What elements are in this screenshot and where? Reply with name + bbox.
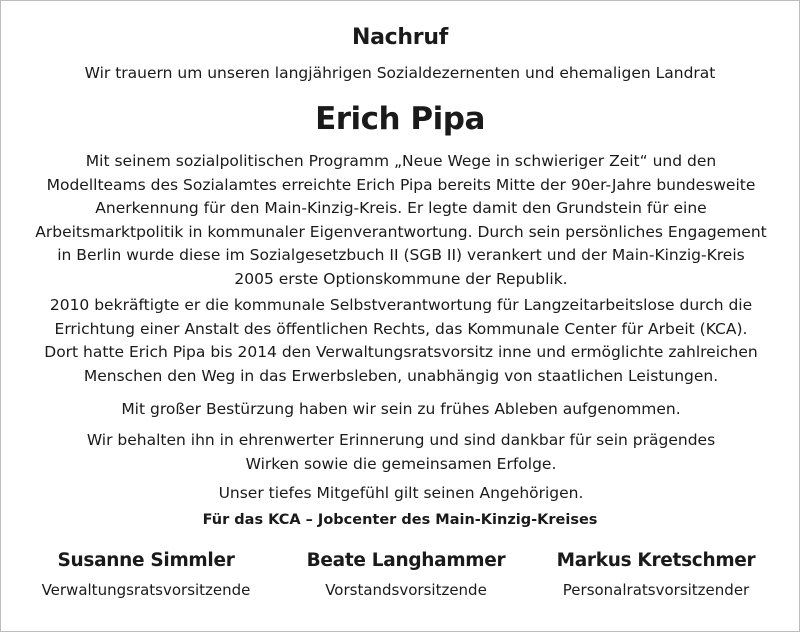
- paragraph-career: [11, 150, 791, 291]
- text-line: Dort hatte Erich Pipa bis 2014 den Verwaltungsratsvorsitz inne und ermöglichte zahlreichen: [44, 343, 758, 361]
- deceased-name: Erich Pipa: [315, 101, 485, 137]
- paragraph-dismay: [11, 398, 791, 422]
- signatory-role: Personalratsvorsitzender: [562, 581, 750, 599]
- organization-line: Für das KCA – Jobcenter des Main-Kinzig-Kreises: [202, 512, 598, 528]
- text-line: Modellteams des Sozialamtes erreichte Erich Pipa bereits Mitte der 90er-Jahre bundesweite: [46, 175, 756, 194]
- notice-title: Nachruf: [352, 25, 448, 50]
- signatory-name: Susanne Simmler: [57, 550, 235, 571]
- signatory-role: Verwaltungsratsvorsitzende: [41, 581, 251, 599]
- paragraph-condolence: [11, 482, 791, 506]
- text-line: Errichtung einer Anstalt des öffentlichen Rechts, das Kommunale Center für Arbeit (KCA).: [54, 319, 748, 338]
- text-line: Wirken sowie die gemeinsamen Erfolge.: [245, 454, 557, 473]
- text-line: Wir behalten ihn in ehrenwerter Erinnerung und sind dankbar für sein prägendes: [86, 431, 716, 449]
- text-line: Arbeitsmarktpolitik in kommunaler Eigenverantwortung. Durch sein persönliches Engagement: [35, 222, 767, 241]
- paragraph-kca: [11, 294, 791, 388]
- intro-line: Wir trauern um unseren langjährigen Sozialdezernenten und ehemaligen Landrat: [84, 64, 716, 82]
- paragraph-remembrance: [11, 429, 791, 476]
- text-line: Menschen den Weg in das Erwerbsleben, unabhängig von staatlichen Leistungen.: [83, 366, 719, 385]
- text-line: in Berlin wurde diese im Sozialgesetzbuch II (SGB II) verankert und der Main-Kinzig-Kreis: [57, 246, 745, 264]
- text-line: Mit seinem sozialpolitischen Programm „Neue Wege in schwieriger Zeit“ und den: [85, 152, 717, 170]
- text-line: 2010 bekräftigte er die kommunale Selbstverantwortung für Langzeitarbeitslose durch die: [49, 296, 753, 314]
- text-line: Mit großer Bestürzung haben wir sein zu frühes Ableben aufgenommen.: [121, 400, 681, 418]
- text-line: Anerkennung für den Main-Kinzig-Kreis. Er legte damit den Grundstein für eine: [95, 199, 707, 217]
- signatory-langhammer: [281, 550, 531, 599]
- signatory-simmler: [21, 550, 271, 599]
- signatory-role: Vorstandsvorsitzende: [325, 581, 487, 599]
- text-line: 2005 erste Optionskommune der Republik.: [234, 269, 568, 288]
- signatory-name: Beate Langhammer: [306, 550, 506, 571]
- signatory-name: Markus Kretschmer: [556, 550, 756, 571]
- signatory-kretschmer: [531, 550, 781, 599]
- text-line: Unser tiefes Mitgefühl gilt seinen Angehörigen.: [218, 484, 584, 502]
